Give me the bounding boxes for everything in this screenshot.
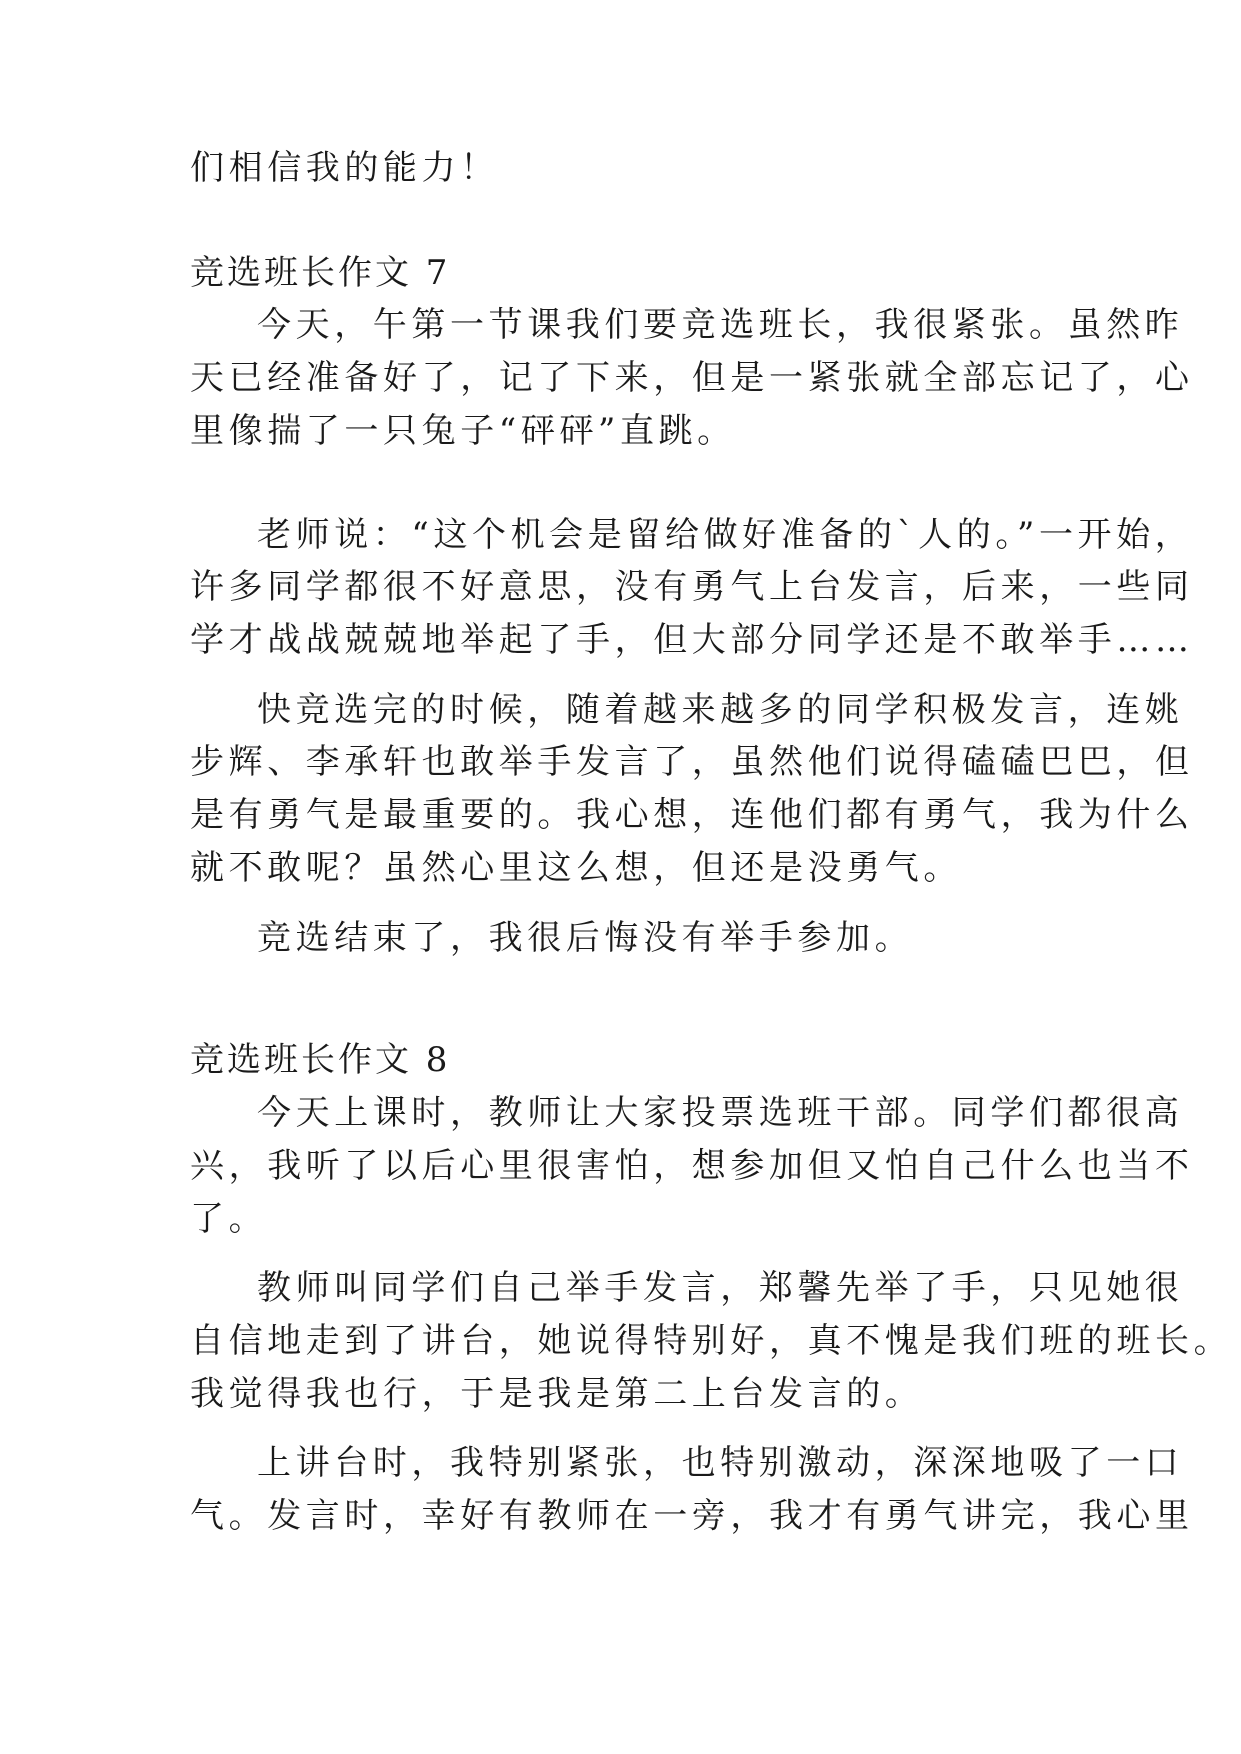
essay-7-line: 老师说：“这个机会是留给做好准备的`人的。”一开始， [257,515,1194,555]
essay-7-line: 快竞选完的时候，随着越来越多的同学积极发言，连姚 [257,690,1184,730]
essay-7-line: 竞选结束了，我很后悔没有举手参加。 [257,918,914,958]
essay-7-title: 竞选班长作文 7 [190,253,451,293]
essay-8-line: 了。 [190,1199,268,1239]
essay-8-title: 竞选班长作文 8 [190,1040,451,1080]
essay-8-line: 兴，我听了以后心里很害怕，想参加但又怕自己什么也当不 [190,1146,1194,1186]
essay-7-line: 天已经准备好了，记了下来，但是一紧张就全部忘记了，心 [190,358,1194,398]
essay-8-line: 今天上课时，教师让大家投票选班干部。同学们都很高 [257,1093,1184,1133]
essay-8-line: 自信地走到了讲台，她说得特别好，真不愧是我们班的班长。 [190,1321,1233,1361]
essay-8-line: 我觉得我也行，于是我是第二上台发言的。 [190,1374,924,1414]
essay-7-line: 学才战战兢兢地举起了手，但大部分同学还是不敢举手…… [190,620,1194,660]
essay-7-line: 步辉、李承轩也敢举手发言了，虽然他们说得磕磕巴巴，但 [190,742,1194,782]
essay-7-line: 许多同学都很不好意思，没有勇气上台发言，后来，一些同 [190,567,1194,607]
opening-line: 们相信我的能力！ [190,148,499,188]
essay-8-line: 气。发言时，幸好有教师在一旁，我才有勇气讲完，我心里 [190,1496,1194,1536]
essay-8-line: 教师叫同学们自己举手发言，郑馨先举了手，只见她很 [257,1268,1184,1308]
essay-7-line: 今天，午第一节课我们要竞选班长，我很紧张。虽然昨 [257,305,1184,345]
essay-7-line: 里像揣了一只兔子“砰砰”直跳。 [190,411,736,451]
essay-7-line: 是有勇气是最重要的。我心想，连他们都有勇气，我为什么 [190,795,1194,835]
essay-7-line: 就不敢呢？虽然心里这么想，但还是没勇气。 [190,848,962,888]
essay-8-line: 上讲台时，我特别紧张，也特别激动，深深地吸了一口 [257,1443,1184,1483]
